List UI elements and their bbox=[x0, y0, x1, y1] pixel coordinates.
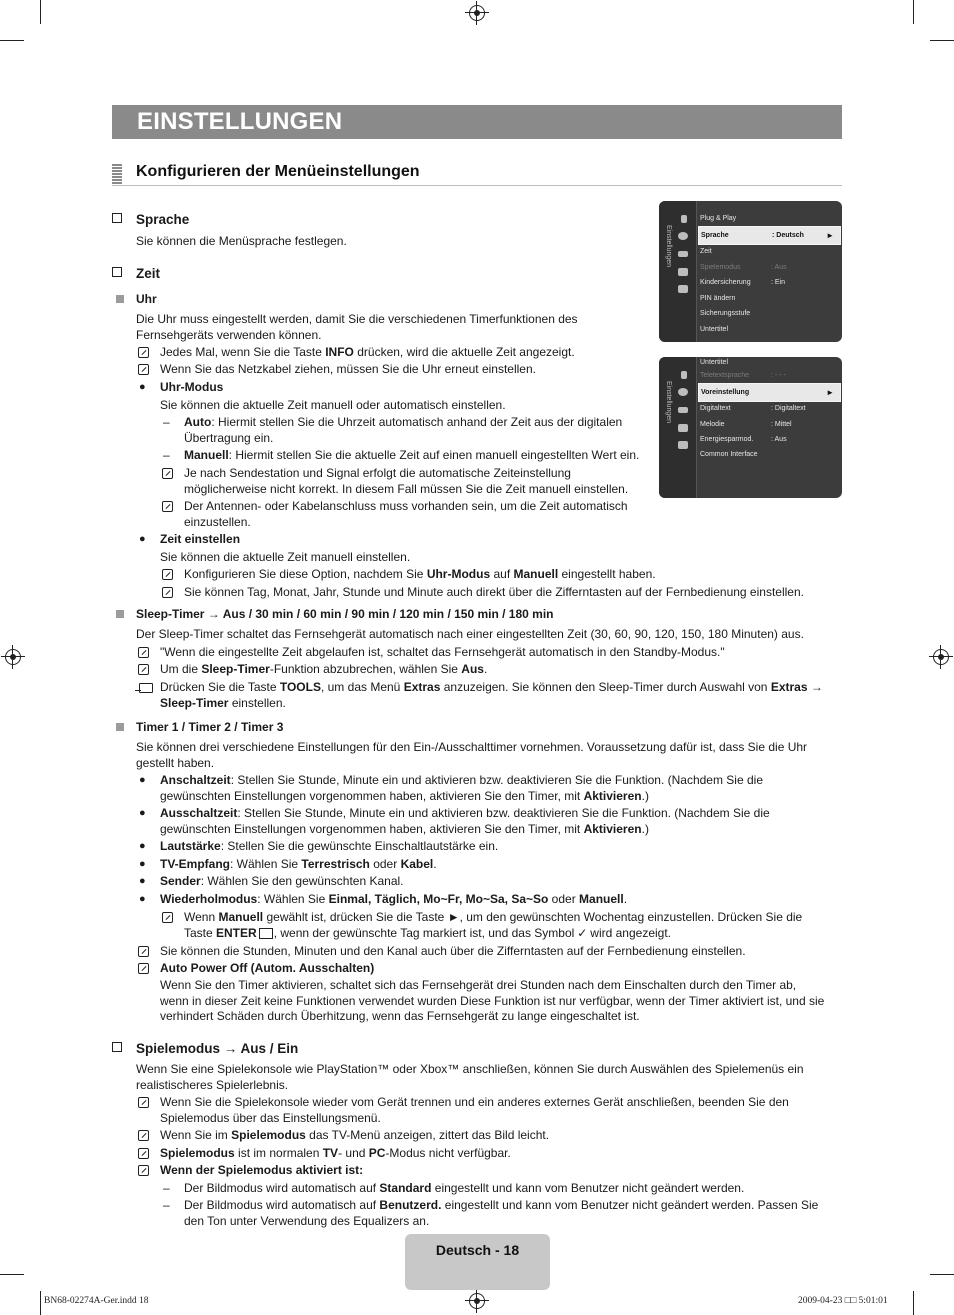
section-title: Konfigurieren der Menüeinstellungen bbox=[136, 163, 420, 180]
page-title: EINSTELLUNGEN bbox=[137, 108, 343, 135]
tv-menu-screenshot-2 bbox=[659, 357, 842, 498]
menu-item: Energiesparmod. : Aus bbox=[700, 436, 787, 443]
note-icon bbox=[162, 587, 173, 598]
gear-icon bbox=[678, 388, 688, 396]
picture-icon bbox=[681, 215, 687, 223]
anschaltzeit-item: ● Anschaltzeit: Stellen Sie Stunde, Minute ein und aktivieren bzw. deaktivieren Sie die Funktion. (Nachdem Sie die gewünschten Einstellungen vorgenommen haben, aktivieren Sie den Timer, mit Aktivieren.) bbox=[139, 773, 763, 803]
application-icon bbox=[678, 441, 688, 449]
note-netzkabel: Wenn Sie das Netzkabel ziehen, müssen Sie die Uhr erneut einstellen. bbox=[160, 362, 536, 378]
uhr-desc: Die Uhr muss eingestellt werden, damit Sie die verschiedenen Timerfunktionen des Fernsehgeräts verwenden können. bbox=[136, 312, 578, 342]
spielemodus-desc: Wenn Sie eine Spielekonsole wie PlayStation™ oder Xbox™ anschließen, können Sie durch Auswählen des Spielemenüs ein realistischeres Spielerlebnis. bbox=[136, 1062, 804, 1092]
zeiteinst-title: ● Zeit einstellen bbox=[139, 532, 241, 546]
crop-mark bbox=[930, 40, 954, 41]
note-icon bbox=[162, 569, 173, 580]
page-title-bar bbox=[112, 105, 842, 139]
enter-icon bbox=[259, 928, 273, 939]
note-sendestation: Je nach Sendestation und Signal erfolgt die automatische Zeiteinstellung möglicherweise nicht korrekt. In diesem Fall müssen Sie die Zeit manuell einstellen. bbox=[184, 466, 628, 497]
auto-item: – Auto: Hiermit stellen Sie die Uhrzeit automatisch anhand der Zeit aus der digitalen Übertragung ein. bbox=[163, 415, 623, 445]
note-icon bbox=[138, 364, 149, 375]
note-icon bbox=[138, 1097, 149, 1108]
note-info: Jedes Mal, wenn Sie die Taste INFO drücken, wird die aktuelle Zeit angezeigt. bbox=[160, 345, 575, 361]
note-icon bbox=[138, 647, 149, 658]
sprache-heading: Sprache bbox=[136, 212, 189, 227]
note-tvpc: Spielemodus ist im normalen TV- und PC-Modus nicht verfügbar. bbox=[160, 1146, 511, 1162]
registration-mark-icon bbox=[469, 1293, 485, 1309]
crop-mark bbox=[0, 1274, 24, 1275]
note-icon bbox=[162, 468, 173, 479]
uhrmodus-desc: Sie können die aktuelle Zeit manuell oder automatisch einstellen. bbox=[160, 398, 506, 412]
timer-title: Timer 1 / Timer 2 / Timer 3 bbox=[136, 720, 283, 736]
input-icon bbox=[678, 424, 688, 432]
note-icon bbox=[138, 963, 149, 974]
note-icon bbox=[138, 347, 149, 358]
crop-mark bbox=[913, 0, 914, 24]
menu-item: Untertitel bbox=[700, 359, 729, 366]
zeiteinst-desc: Sie können die aktuelle Zeit manuell einstellen. bbox=[160, 550, 411, 564]
bullet-icon: ● bbox=[139, 875, 146, 887]
arrow-right-icon: ► bbox=[826, 388, 834, 397]
dash-icon: – bbox=[163, 448, 170, 462]
bullet-icon: ● bbox=[139, 381, 146, 393]
apo-title: Auto Power Off (Autom. Ausschalten) bbox=[160, 961, 374, 977]
input-icon bbox=[678, 268, 688, 276]
gray-square-bullet-icon bbox=[116, 295, 124, 303]
crop-mark bbox=[930, 1274, 954, 1275]
menu-item: Kindersicherung : Ein bbox=[700, 279, 786, 286]
section-header bbox=[112, 161, 842, 186]
menu-side-label: Einstellungen bbox=[665, 381, 672, 424]
dash-benutzerd: – Der Bildmodus wird automatisch auf Benutzerd. eingestellt und kann vom Benutzer nicht geändert werden. Passen Sie den Ton unter Verwendung des Equalizers an. bbox=[163, 1198, 819, 1228]
bullet-icon: ● bbox=[139, 774, 146, 786]
sleep-desc: Der Sleep-Timer schaltet das Fernsehgerät automatisch nach einer eingestellten Zeit (30, 60, 90, 120, 150, 180 Minuten) aus. bbox=[136, 627, 804, 641]
note-icon bbox=[162, 912, 173, 923]
note-abbrechen: Um die Sleep-Timer-Funktion abzubrechen, wählen Sie Aus. bbox=[160, 662, 487, 678]
ausschaltzeit-item: ● Ausschaltzeit: Stellen Sie Stunde, Minute ein und aktivieren bzw. deaktivieren Sie die Funktion. (Nachdem Sie die gewünschten Einstellungen vorgenommen haben, aktivieren Sie den Timer, mit Aktivieren.) bbox=[139, 806, 770, 836]
spielemodus-heading: Spielemodus → Aus / Ein bbox=[136, 1041, 298, 1056]
section-marker-icon bbox=[112, 164, 122, 184]
note-standby: "Wenn die eingestellte Zeit abgelaufen ist, schaltet das Fernsehgerät automatisch in den Standby-Modus." bbox=[160, 645, 725, 661]
menu-side-label: Einstellungen bbox=[665, 225, 672, 268]
note-aktiviert: Wenn der Spielemodus aktiviert ist: bbox=[160, 1163, 363, 1179]
timer-desc: Sie können drei verschiedene Einstellungen für den Ein-/Ausschalttimer vornehmen. Voraussetzung dafür ist, dass Sie die Uhr gestellt haben. bbox=[136, 740, 808, 770]
picture-icon bbox=[681, 371, 687, 379]
bullet-icon: ● bbox=[139, 807, 146, 819]
registration-mark-icon bbox=[5, 649, 21, 665]
crop-mark bbox=[913, 1291, 914, 1315]
dash-icon: – bbox=[163, 415, 170, 429]
tools-note: Drücken Sie die Taste TOOLS, um das Menü Extras anzuzeigen. Sie können den Sleep-Timer durch Auswahl von Extras → Sleep-Timer einstellen. bbox=[160, 680, 823, 711]
menu-item: Teletextsprache : - - - bbox=[700, 372, 786, 379]
tv-menu-screenshot-1 bbox=[659, 201, 842, 342]
menu-item: Digitaltext : Digitaltext bbox=[700, 405, 806, 412]
menu-item: Common Interface bbox=[700, 451, 758, 458]
note-konfig: Konfigurieren Sie diese Option, nachdem Sie Uhr-Modus auf Manuell eingestellt haben. bbox=[184, 567, 656, 583]
crop-mark bbox=[40, 1291, 41, 1315]
lautstaerke-item: ● Lautstärke: Stellen Sie die gewünschte Einschaltlautstärke ein. bbox=[139, 839, 499, 853]
dash-icon: – bbox=[163, 1198, 170, 1212]
bullet-icon: ● bbox=[139, 858, 146, 870]
gear-icon bbox=[678, 232, 688, 240]
gray-square-bullet-icon bbox=[116, 610, 124, 618]
checkbox-square-icon bbox=[112, 267, 122, 277]
note-icon bbox=[138, 946, 149, 957]
note-icon bbox=[138, 1165, 149, 1176]
registration-mark-icon bbox=[933, 649, 949, 665]
note-icon bbox=[162, 501, 173, 512]
checkbox-square-icon bbox=[112, 1042, 122, 1052]
channel-icon bbox=[678, 407, 688, 413]
crop-mark bbox=[40, 0, 41, 24]
note-wochentag: Wenn Manuell gewählt ist, drücken Sie die Taste ►, um den gewünschten Wochentag einzustellen. Drücken Sie die Taste ENTER , wenn der gewünschte Tag markiert ist, und das Symbol ✓ wird angezeigt. bbox=[184, 910, 802, 941]
gray-square-bullet-icon bbox=[116, 723, 124, 731]
zeit-heading: Zeit bbox=[136, 266, 160, 281]
dash-icon: – bbox=[163, 1181, 170, 1195]
note-tag: Sie können Tag, Monat, Jahr, Stunde und Minute auch direkt über die Zifferntasten auf der Fernbedienung einstellen. bbox=[184, 585, 804, 601]
checkmark-icon: ✓ bbox=[577, 925, 588, 940]
wiederholmodus-item: ● Wiederholmodus: Wählen Sie Einmal, Täglich, Mo~Fr, Mo~Sa, Sa~So oder Manuell. bbox=[139, 892, 628, 906]
menu-item: Zeit bbox=[700, 248, 712, 255]
arrow-right-icon: ► bbox=[826, 231, 834, 240]
menu-item: PIN ändern bbox=[700, 295, 736, 302]
menu-item-selected: Voreinstellung ► bbox=[698, 383, 841, 402]
page-number: Deutsch - 18 bbox=[435, 1242, 520, 1258]
menu-item-selected: Sprache : Deutsch ► bbox=[698, 226, 841, 245]
menu-item: Sicherungsstufe bbox=[700, 310, 751, 317]
note-icon bbox=[138, 664, 149, 675]
page-number-tab bbox=[405, 1234, 550, 1290]
note-icon bbox=[138, 1148, 149, 1159]
note-zittert: Wenn Sie im Spielemodus das TV-Menü anzeigen, zittert das Bild leicht. bbox=[160, 1128, 549, 1144]
footer-date-slug: 2009-04-23 □□ 5:01:01 bbox=[798, 1296, 888, 1306]
crop-mark bbox=[0, 40, 24, 41]
menu-item: Spielemodus : Aus bbox=[700, 264, 787, 271]
bullet-icon: ● bbox=[139, 533, 146, 545]
apo-desc: Wenn Sie den Timer aktivieren, schaltet sich das Fernsehgerät drei Stunden nach dem Einschalten durch den Timer ab, wenn in dieser Zeit keine Funktionen verwendet wurden Diese Funktion ist nur verfügbar, wenn der Timer aktiviert ist, und sie verhindert Schäden durch Überhitzung, wenn das Fernsehgerät zu lange eingeschaltet ist. bbox=[160, 978, 825, 1023]
menu-item: Melodie : Mittel bbox=[700, 421, 792, 428]
dash-standard: – Der Bildmodus wird automatisch auf Standard eingestellt und kann vom Benutzer nicht geändert werden. bbox=[163, 1181, 745, 1195]
manuell-item: – Manuell: Hiermit stellen Sie die aktuelle Zeit auf einen manuell eingestellten Wert ein. bbox=[163, 448, 640, 462]
sleep-title: Sleep-Timer → Aus / 30 min / 60 min / 90 min / 120 min / 150 min / 180 min bbox=[136, 607, 554, 623]
bullet-icon: ● bbox=[139, 893, 146, 905]
menu-item: Untertitel bbox=[700, 326, 729, 333]
note-ziffern: Sie können die Stunden, Minuten und den Kanal auch über die Zifferntasten auf der Fernbedienung einstellen. bbox=[160, 944, 746, 960]
uhr-title: Uhr bbox=[136, 292, 157, 308]
note-antenne: Der Antennen- oder Kabelanschluss muss vorhanden sein, um die Zeit automatisch einzustellen. bbox=[184, 499, 628, 530]
registration-mark-icon bbox=[469, 5, 485, 21]
checkbox-square-icon bbox=[112, 213, 122, 223]
bullet-icon: ● bbox=[139, 840, 146, 852]
channel-icon bbox=[678, 251, 688, 257]
uhrmodus-title: ● Uhr-Modus bbox=[139, 380, 224, 394]
tools-icon bbox=[139, 683, 153, 693]
sprache-desc: Sie können die Menüsprache festlegen. bbox=[136, 234, 347, 248]
menu-item: Plug & Play bbox=[700, 215, 737, 222]
note-trennen: Wenn Sie die Spielekonsole wieder vom Gerät trennen und ein anderes externes Gerät anschließen, beenden Sie den Spielemodus über das Einstellungsmenü. bbox=[160, 1095, 789, 1126]
footer-file-slug: BN68-02274A-Ger.indd 18 bbox=[44, 1296, 149, 1306]
note-icon bbox=[138, 1130, 149, 1141]
application-icon bbox=[678, 285, 688, 293]
sender-item: ● Sender: Wählen Sie den gewünschten Kanal. bbox=[139, 874, 404, 888]
tv-empfang-item: ● TV-Empfang: Wählen Sie Terrestrisch oder Kabel. bbox=[139, 857, 437, 871]
